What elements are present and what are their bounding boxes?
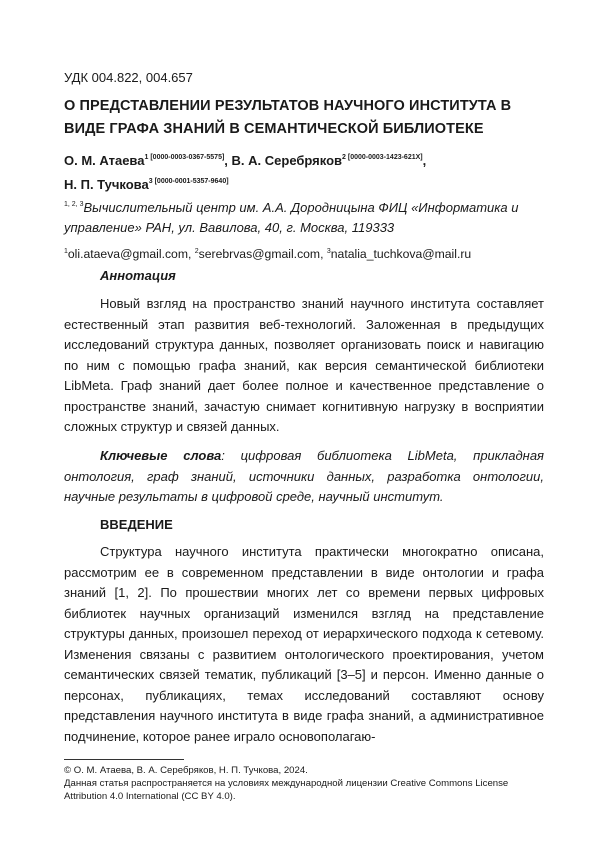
author-2-sup: 2: [342, 154, 346, 161]
affiliation-sup: 1, 2, 3: [64, 201, 84, 208]
introduction-heading: ВВЕДЕНИЕ: [100, 517, 173, 532]
author-2-name: В. А. Серебряков: [231, 153, 343, 168]
email-3-sup: 3: [326, 248, 331, 255]
author-1-orcid: [0000-0003-0367-5575]: [150, 154, 225, 161]
email-2-address[interactable]: serebrvas@gmail.com: [198, 247, 321, 261]
footer-license: Данная статья распространяется на условиях международной лицензии Creative Commons License Attribution 4.0 International (CC BY 4.0).: [64, 778, 509, 802]
email-1-sup: 1: [64, 248, 68, 255]
email-3-address[interactable]: natalia_tuchkova@mail.ru: [330, 247, 472, 261]
author-1-name: О. М. Атаева: [64, 153, 145, 168]
footer-copyright: © О. М. Атаева, В. А. Серебряков, Н. П. Тучкова, 2024.: [64, 765, 308, 776]
author-1-sup: 1: [144, 154, 149, 161]
affiliation: [64, 195, 544, 238]
footer-divider: [64, 759, 184, 760]
affiliation-text: Вычислительный центр им. А.А. Дородницына ФИЦ «Информатика и управление» РАН, ул. Вавилова, 40, г. Москва, 119333: [64, 200, 519, 235]
author-2-orcid: [0000-0003-1423-621X]: [347, 154, 423, 161]
introduction-paragraph: [64, 542, 544, 747]
abstract-text: Новый взгляд на пространство знаний научного института составляет естественный этап развития веб-технологий. Заложенная в предыдущих исследований структура данных, позволяет организовать поиск и навигацию по ним с помощью графа знаний, как версия семантической библиотеки LibMeta. Граф знаний дает более полное и качественное представление о пространстве знаний, зачастую снимает когнитивную нагрузку в восприятии сложных структур и связей данных.: [64, 296, 544, 434]
udk-code: УДК 004.822, 004.657: [64, 70, 193, 85]
email-1-address[interactable]: oli.ataeva@gmail.com: [67, 247, 188, 261]
keywords-paragraph: [64, 446, 544, 508]
abstract-paragraph: [64, 294, 544, 438]
email-1-sep: ,: [187, 247, 195, 261]
footer: [64, 764, 544, 803]
authors-line: [64, 147, 544, 195]
author-3-name: Н. П. Тучкова: [64, 177, 149, 192]
abstract-heading: Аннотация: [100, 268, 176, 283]
author-3-sup: 3: [148, 178, 153, 185]
author-1-sep: ,: [224, 153, 232, 168]
emails-line: [64, 243, 544, 263]
author-2-sep: ,: [422, 153, 427, 168]
author-3-orcid: [0000-0001-5357-9640]: [154, 178, 229, 185]
email-2-sep: ,: [320, 247, 327, 261]
email-2-sup: 2: [194, 248, 199, 255]
article-title: О ПРЕДСТАВЛЕНИИ РЕЗУЛЬТАТОВ НАУЧНОГО ИНСТИТУТА В ВИДЕ ГРАФА ЗНАНИЙ В СЕМАНТИЧЕСКОЙ БИБЛИОТЕКЕ: [64, 98, 512, 137]
keywords-text: : цифровая библиотека LibMeta, прикладная онтология, граф знаний, источники данных, разработка онтологии, научные результаты в цифровой среде, научный институт.: [64, 448, 544, 504]
introduction-text: Структура научного института практически многократно описана, рассмотрим ее в современном представлении в виде онтологии и графа знаний [1, 2]. По прошествии многих лет со времени первых цифровых библиотек научных организаций изменился взгляд на представление структуры данных, произошел переход от иерархического подхода к сетевому. Изменения связаны с развитием онтологического проектирования, учетом семантических связей тематик, публикаций [3–5] и персон. Именно данные о персонах, публикациях, темах исследований составляют основу представления научного института в виде графа знаний, а административное подчинение, которое ранее играло основополагаю-: [64, 544, 544, 744]
keywords-label: Ключевые слова: [100, 448, 222, 463]
